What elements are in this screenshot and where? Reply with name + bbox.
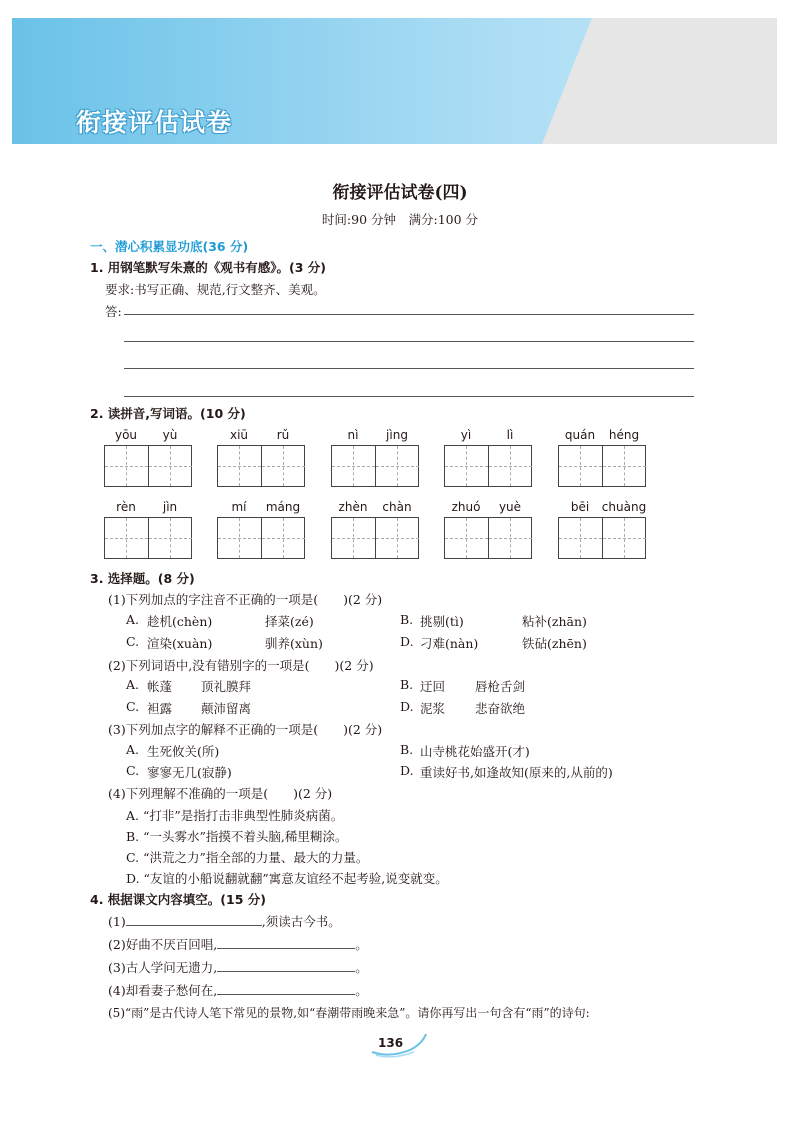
pinyin: chuàng xyxy=(601,500,647,514)
option-text: 重读好书,如逢故知(原来的,从前的) xyxy=(420,765,613,780)
fill-line-4 xyxy=(108,981,368,999)
pinyin: nì xyxy=(347,428,359,442)
option-word: 驯养(xùn) xyxy=(265,636,323,651)
fill-prefix: (1) xyxy=(108,914,126,929)
option-label: A. xyxy=(126,612,140,627)
word-box[interactable] xyxy=(104,517,192,559)
pinyin: jìng xyxy=(386,428,408,442)
fill-prefix: (2)好曲不厌百回唱, xyxy=(108,937,218,952)
option-label: C. xyxy=(126,634,140,649)
fill-suffix: 。 xyxy=(355,937,368,952)
option-text: B. “一头雾水”指摸不着头脑,稀里糊涂。 xyxy=(126,829,348,844)
q1-answer-label: 答: xyxy=(105,304,122,319)
fill-blank[interactable] xyxy=(217,959,355,972)
fill-blank[interactable] xyxy=(217,982,355,995)
option-label: A. xyxy=(126,677,140,692)
option-label: B. xyxy=(400,742,414,757)
pinyin: yì xyxy=(460,428,472,442)
option-label: B. xyxy=(400,677,414,692)
word-box[interactable] xyxy=(558,517,646,559)
word-box[interactable] xyxy=(444,445,532,487)
pinyin: quán xyxy=(564,428,596,442)
pinyin: mí xyxy=(231,500,247,514)
q3-4-stem: (4)下列理解不准确的一项是( )(2 分) xyxy=(108,786,333,801)
q3-title: 3. 选择题。(8 分) xyxy=(90,571,195,586)
banner-title: 衔接评估试卷 xyxy=(76,108,233,137)
option-label: D. xyxy=(400,763,414,778)
option-text: D. “友谊的小船说翻就翻”寓意友谊经不起考验,说变就变。 xyxy=(126,871,448,886)
pinyin: chàn xyxy=(382,500,412,514)
pinyin: rèn xyxy=(116,500,136,514)
option-word: 悲奋欲绝 xyxy=(475,701,526,716)
paper-title: 衔接评估试卷(四) xyxy=(332,183,468,203)
q3-3-stem: (3)下列加点字的解释不正确的一项是( )(2 分) xyxy=(108,722,383,737)
option-word: 刁难(nàn) xyxy=(420,636,479,651)
fill-prefix: (4)却看妻子愁何在, xyxy=(108,983,218,998)
option-word: 唇枪舌剑 xyxy=(475,679,526,694)
option-word: 泥浆 xyxy=(420,701,446,716)
option-word: 趁机(chèn) xyxy=(147,614,213,629)
option-label: D. xyxy=(400,634,414,649)
option-word: 择菜(zé) xyxy=(265,614,314,629)
pinyin: yōu xyxy=(114,428,138,442)
word-box[interactable] xyxy=(558,445,646,487)
answer-line[interactable] xyxy=(124,341,694,342)
word-box[interactable] xyxy=(104,445,192,487)
fill-blank[interactable] xyxy=(217,936,355,949)
option-text: 寥寥无几(寂静) xyxy=(147,765,232,780)
fill-line-2 xyxy=(108,935,368,953)
option-text: A. “打非”是指打击非典型性肺炎病菌。 xyxy=(126,808,344,823)
option-word: 顶礼膜拜 xyxy=(201,679,252,694)
fill-line-5: (5)“雨”是古代诗人笔下常见的景物,如“春潮带雨晚来急”。请你再写出一句含有“雨”的诗句: xyxy=(108,1006,590,1020)
option-label: C. xyxy=(126,763,140,778)
q1-title: 1. 用钢笔默写朱熹的《观书有感》。(3 分) xyxy=(90,260,327,275)
pinyin: máng xyxy=(265,500,301,514)
q1-requirement: 要求:书写正确、规范,行文整齐、美观。 xyxy=(105,282,326,297)
option-label: D. xyxy=(400,699,414,714)
paper-meta: 时间:90 分钟 满分:100 分 xyxy=(321,212,479,227)
fill-prefix: (3)古人学问无遗力, xyxy=(108,960,218,975)
fill-line-1 xyxy=(108,912,341,930)
fill-suffix: 。 xyxy=(355,960,368,975)
option-word: 颠沛留离 xyxy=(201,701,252,716)
word-box[interactable] xyxy=(217,517,305,559)
pinyin: rǔ xyxy=(276,428,290,442)
option-text: 生死攸关(所) xyxy=(147,744,220,759)
pinyin: bēi xyxy=(570,500,590,514)
q2-title: 2. 读拼音,写词语。(10 分) xyxy=(90,406,246,421)
pinyin: lì xyxy=(506,428,514,442)
option-word: 挑剔(tì) xyxy=(420,614,464,629)
word-box[interactable] xyxy=(217,445,305,487)
q4-title: 4. 根据课文内容填空。(15 分) xyxy=(90,892,266,907)
pinyin: yù xyxy=(162,428,178,442)
answer-line[interactable] xyxy=(124,396,694,397)
option-word: 铁砧(zhēn) xyxy=(522,636,587,651)
option-label: B. xyxy=(400,612,414,627)
fill-suffix: ,须读古今书。 xyxy=(261,914,341,929)
option-label: A. xyxy=(126,742,140,757)
word-box[interactable] xyxy=(444,517,532,559)
section-title: 一、潜心积累显功底(36 分) xyxy=(90,239,249,254)
option-word: 粘补(zhān) xyxy=(522,614,587,629)
option-word: 迂回 xyxy=(420,679,446,694)
option-text: 山寺桃花始盛开(才) xyxy=(420,744,530,759)
fill-suffix: 。 xyxy=(355,983,368,998)
pinyin: zhèn xyxy=(338,500,368,514)
q3-1-stem: (1)下列加点的字注音不正确的一项是( )(2 分) xyxy=(108,592,383,607)
answer-line[interactable] xyxy=(124,368,694,369)
pinyin: héng xyxy=(608,428,640,442)
pinyin: xiū xyxy=(229,428,249,442)
word-box[interactable] xyxy=(331,517,419,559)
word-box[interactable] xyxy=(331,445,419,487)
pinyin: yuè xyxy=(498,500,522,514)
fill-line-3 xyxy=(108,958,368,976)
option-label: C. xyxy=(126,699,140,714)
option-text: C. “洪荒之力”指全部的力量、最大的力量。 xyxy=(126,850,369,865)
page-number: 136 xyxy=(378,1036,404,1050)
pinyin: zhuó xyxy=(451,500,481,514)
answer-line[interactable] xyxy=(124,314,694,315)
q3-2-stem: (2)下列词语中,没有错别字的一项是( )(2 分) xyxy=(108,658,374,673)
pinyin: jìn xyxy=(162,500,178,514)
option-word: 渲染(xuàn) xyxy=(147,636,213,651)
fill-blank[interactable] xyxy=(126,913,262,926)
option-word: 袒露 xyxy=(147,701,173,716)
option-word: 帐蓬 xyxy=(147,679,173,694)
